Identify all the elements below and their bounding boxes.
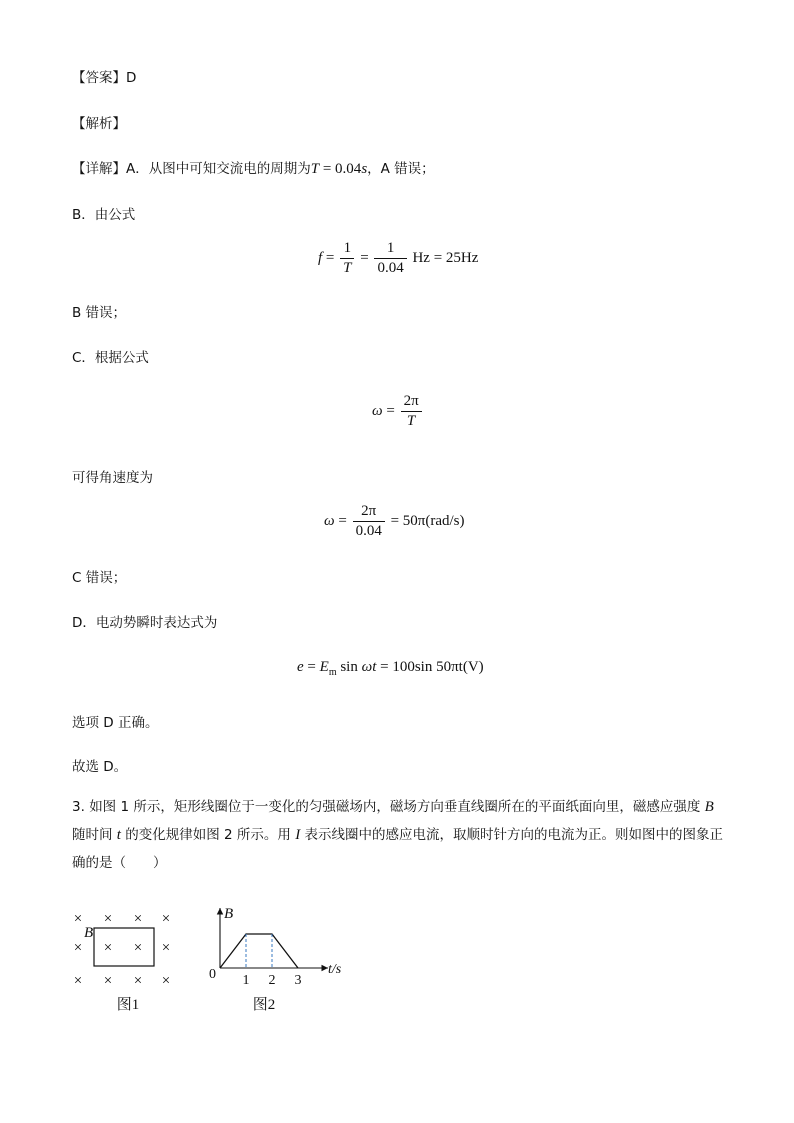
part-d-intro: D．电动势瞬时表达式为 — [72, 615, 218, 631]
x-tick-label-2: 2 — [268, 973, 276, 988]
question-3: 3. 如图 1 所示，矩形线圈位于一变化的匀强磁场内，磁场方向垂直线圈所在的平面纸面向里，磁感应强度 B 随时间 t 的变化规律如图 2 所示。用 I 表示线圈中的感应电流，取顺时针方向的电流为正。则如图中的图象正确的是（ ） — [72, 799, 724, 871]
fraction-2pi-over-004: $\frac{2\pi}{0.04}$ — [353, 503, 385, 540]
field-cross-5: × — [103, 940, 113, 956]
field-cross-1: × — [103, 911, 113, 927]
figure-2 — [200, 900, 360, 1018]
equals-sign: = — [360, 249, 369, 266]
detail-a-conclusion: ，A 错误； — [367, 161, 435, 177]
answer-value: D — [126, 70, 137, 86]
field-cross-10: × — [133, 973, 143, 989]
emf-equation — [297, 659, 484, 678]
part-b-conclusion: B 错误； — [72, 305, 127, 321]
field-cross-7: × — [161, 940, 171, 956]
equals-sign: = — [303, 659, 320, 675]
sin-text: sin — [336, 659, 362, 675]
x-axis-label: t/s — [328, 962, 342, 977]
part-c-intro: C．根据公式 — [72, 350, 149, 366]
em-subscript: m — [328, 667, 337, 678]
x-tick-label-1: 1 — [242, 973, 250, 988]
omega-equation — [324, 503, 465, 540]
part-c-conclusion: C 错误； — [72, 570, 127, 586]
period-unit: s — [361, 161, 368, 177]
detail-a-text: A．从图中可知交流电的周期为 — [126, 161, 311, 177]
field-cross-0: × — [73, 911, 83, 927]
figure-1-b-label: B — [84, 925, 94, 941]
f-var: f — [318, 249, 323, 266]
field-cross-2: × — [133, 911, 143, 927]
emf-result: = 100sin 50πt(V) — [376, 659, 484, 675]
omega-var: ω — [324, 512, 335, 529]
omega-var: ω — [372, 402, 383, 419]
period-var: T — [310, 161, 320, 177]
equals-sign: = — [325, 249, 335, 266]
y-axis-label: B — [224, 906, 234, 922]
field-cross-6: × — [133, 940, 143, 956]
figure-1-caption: 图1 — [116, 997, 140, 1013]
question-number: 3. — [72, 799, 85, 815]
figure-2-chart — [200, 900, 360, 1018]
field-cross-8: × — [73, 973, 83, 989]
omega-t: ωt — [361, 659, 377, 675]
omega-formula — [372, 393, 424, 430]
part-b-intro: B．由公式 — [72, 207, 136, 223]
field-cross-11: × — [161, 973, 171, 989]
field-cross-4: × — [73, 940, 83, 956]
period-value: = 0.04 — [319, 161, 362, 177]
fraction-1-over-004: $\frac{1}{0.04}$ — [374, 240, 406, 277]
frequency-equation — [318, 240, 478, 277]
answer-line — [72, 66, 136, 86]
field-cross-9: × — [103, 973, 113, 989]
em-var: E — [319, 659, 329, 675]
detail-label: 【详解】 — [72, 161, 126, 177]
omega-result: = 50π(rad/s) — [390, 512, 465, 529]
detail-a-line — [72, 157, 435, 178]
b-t-series-line — [220, 934, 298, 968]
field-cross-3: × — [161, 911, 171, 927]
angular-velocity-text: 可得角速度为 — [72, 470, 153, 486]
equals-sign: = — [338, 512, 347, 529]
fraction-1-over-T: $\frac{1}{T}$ — [340, 240, 354, 277]
equals-sign: = — [386, 402, 395, 419]
figure-1 — [66, 905, 186, 1015]
frequency-result: Hz = 25Hz — [412, 249, 479, 266]
choose-d: 故选 D。 — [72, 759, 128, 775]
option-d-correct: 选项 D 正确。 — [72, 715, 159, 731]
origin-label: 0 — [209, 967, 216, 982]
analysis-label: 【解析】 — [72, 116, 126, 132]
figure-2-caption: 图2 — [252, 997, 276, 1013]
e-var: e — [297, 659, 304, 675]
answer-label: 【答案】 — [72, 70, 126, 86]
figure-1-svg — [66, 905, 186, 1015]
fraction-2pi-over-T: $\frac{2\pi}{T}$ — [401, 393, 422, 430]
x-tick-label-3: 3 — [294, 973, 302, 988]
